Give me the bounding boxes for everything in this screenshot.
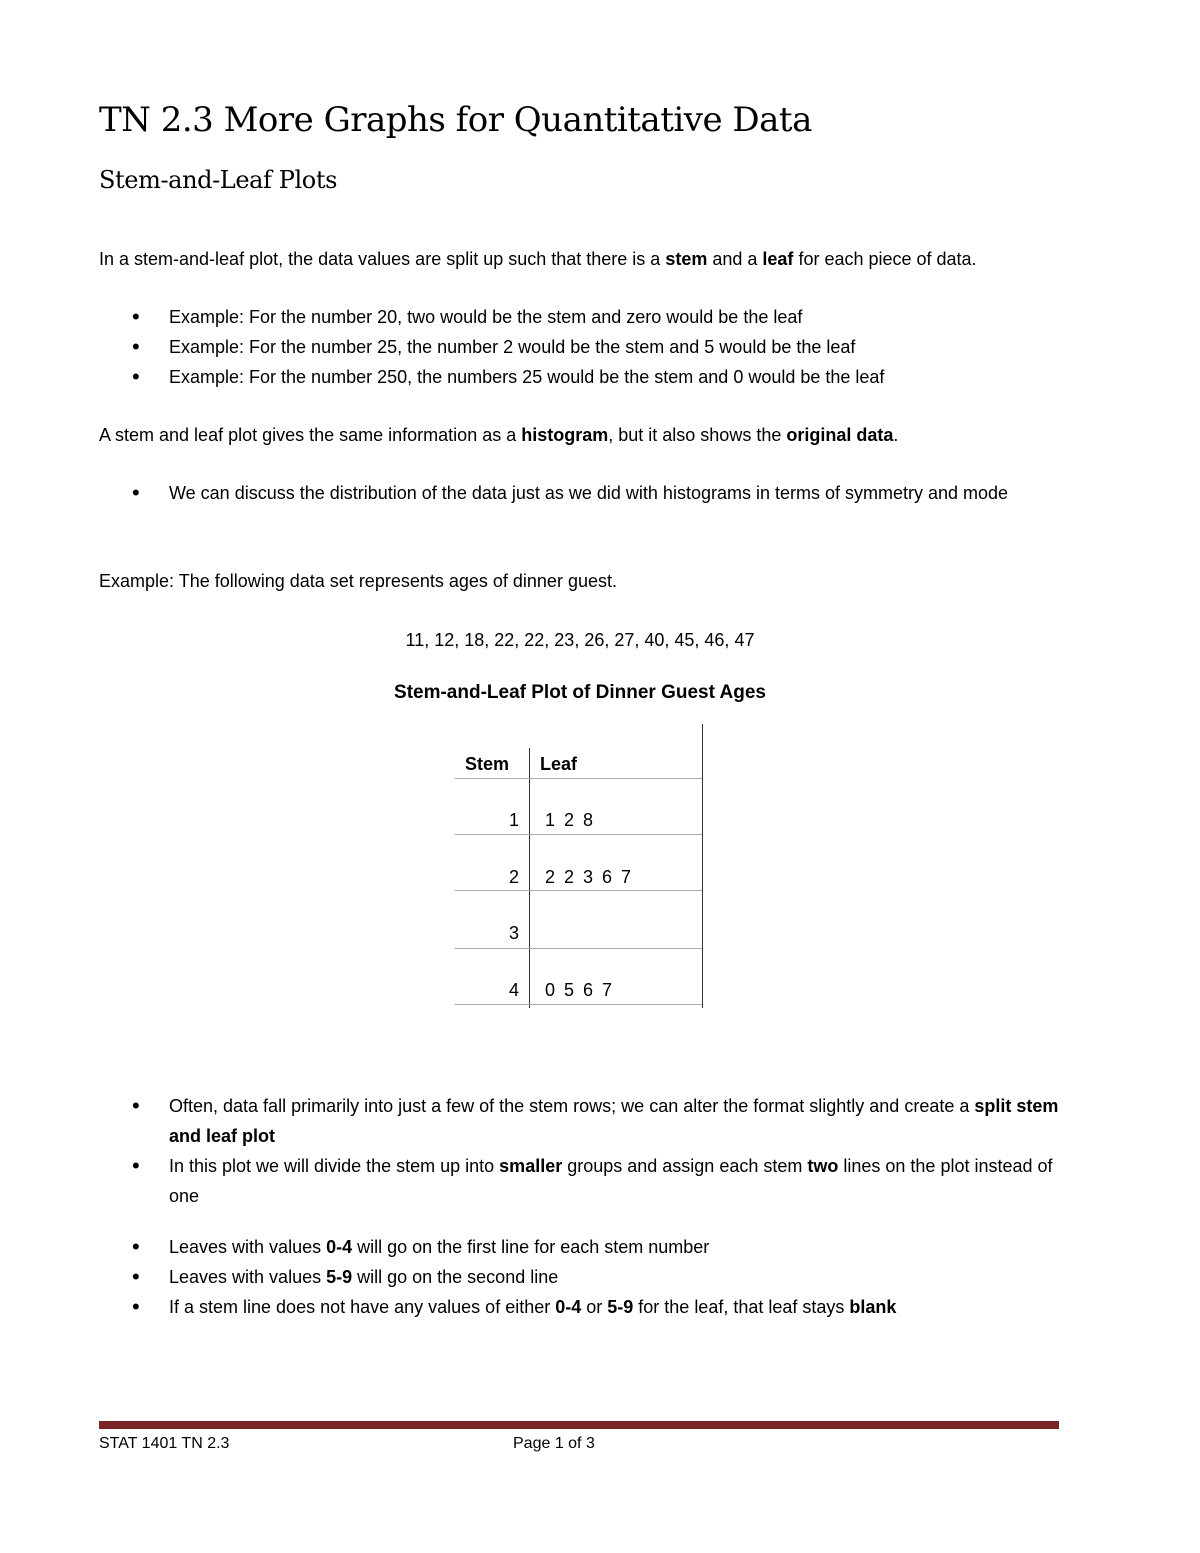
table-rule	[455, 778, 702, 779]
split-bold: split stem and leaf plot	[169, 1096, 1059, 1146]
leaf-rule-text: or	[581, 1297, 608, 1317]
table-rule	[455, 834, 702, 835]
section-subtitle: Stem-and-Leaf Plots	[99, 166, 337, 194]
examples-list	[99, 302, 1079, 392]
stem-cell: 2	[508, 867, 519, 887]
leaf-rule-bold: 5-9	[607, 1297, 634, 1317]
stem-leaf-table	[455, 724, 705, 1008]
footer-page-number: Page 1 of 3	[513, 1435, 595, 1452]
leaf-cell: 2 2 3 6 7	[545, 867, 634, 887]
example-intro: Example: The following data set represents ages of dinner guest.	[99, 571, 617, 591]
leaf-cell: 0 5 6 7	[545, 980, 615, 1000]
blank-bold: blank	[849, 1297, 897, 1317]
table-rule	[455, 890, 702, 891]
list-item	[99, 1151, 1074, 1211]
intro-bold-leaf: leaf	[762, 249, 794, 269]
histogram-text-2: , but it also shows the	[608, 425, 787, 445]
header-stem: Stem	[465, 754, 510, 774]
leaf-rule-bold: 0-4	[326, 1237, 353, 1257]
leaf-rule-text: will go on the second line	[352, 1267, 559, 1287]
intro-paragraph	[99, 244, 977, 274]
original-data-bold: original data	[786, 425, 894, 445]
histogram-bold: histogram	[521, 425, 609, 445]
leaf-rule-bold: 0-4	[555, 1297, 582, 1317]
table-rule	[455, 948, 702, 949]
intro-text-1: In a stem-and-leaf plot, the data values are split up such that there is a	[99, 249, 666, 269]
histogram-paragraph	[99, 420, 898, 450]
list-item: • Example: For the number 250, the numbers 25 would be the stem and 0 would be the leaf	[99, 362, 1079, 392]
divide-text-2: groups and assign each stem	[562, 1156, 808, 1176]
divide-text-1: In this plot we will divide the stem up into	[169, 1156, 500, 1176]
intro-text-2: and a	[707, 249, 763, 269]
distribution-list	[99, 478, 1074, 508]
smaller-bold: smaller	[499, 1156, 563, 1176]
stem-cell: 3	[508, 923, 519, 943]
page-title: TN 2.3 More Graphs for Quantitative Data	[99, 100, 812, 140]
list-item: • Example: For the number 25, the number 2 would be the stem and 5 would be the leaf	[99, 332, 1079, 362]
footer-rule	[99, 1421, 1059, 1429]
dataset-values: 11, 12, 18, 22, 22, 23, 26, 27, 40, 45, 46, 47	[405, 630, 755, 650]
footer-course: STAT 1401 TN 2.3	[99, 1435, 230, 1452]
table-border	[702, 724, 703, 1008]
leaf-rule-text: Leaves with values	[169, 1237, 327, 1257]
divide-text-3: lines on the plot instead of one	[169, 1156, 1053, 1206]
table-divider	[529, 748, 530, 1008]
list-item	[99, 1232, 1079, 1262]
leaf-cell: 1 2 8	[545, 810, 596, 830]
leaf-rule-text: If a stem line does not have any values of either	[169, 1297, 556, 1317]
histogram-text-1: A stem and leaf plot gives the same information as a	[99, 425, 522, 445]
list-item: • We can discuss the distribution of the data just as we did with histograms in terms of symmetry and mode	[99, 478, 1074, 508]
intro-text-3: for each piece of data.	[793, 249, 977, 269]
list-item	[99, 1292, 1079, 1322]
stem-cell: 1	[508, 810, 519, 830]
intro-bold-stem: stem	[665, 249, 708, 269]
split-plot-list	[99, 1091, 1074, 1211]
stem-cell: 4	[508, 980, 519, 1000]
list-item: • Example: For the number 20, two would be the stem and zero would be the leaf	[99, 302, 1079, 332]
leaf-rules-list	[99, 1232, 1079, 1322]
table-rule	[455, 1004, 702, 1005]
plot-title: Stem-and-Leaf Plot of Dinner Guest Ages	[394, 682, 766, 703]
header-leaf: Leaf	[540, 754, 578, 774]
two-bold: two	[807, 1156, 839, 1176]
leaf-rule-text: Leaves with values	[169, 1267, 327, 1287]
leaf-rule-bold: 5-9	[326, 1267, 353, 1287]
leaf-rule-text: for the leaf, that leaf stays	[633, 1297, 850, 1317]
split-text: Often, data fall primarily into just a few of the stem rows; we can alter the format slightly and create a	[169, 1096, 975, 1116]
histogram-text-3: .	[893, 425, 899, 445]
list-item	[99, 1091, 1074, 1151]
list-item	[99, 1262, 1079, 1292]
leaf-rule-text: will go on the first line for each stem number	[352, 1237, 710, 1257]
